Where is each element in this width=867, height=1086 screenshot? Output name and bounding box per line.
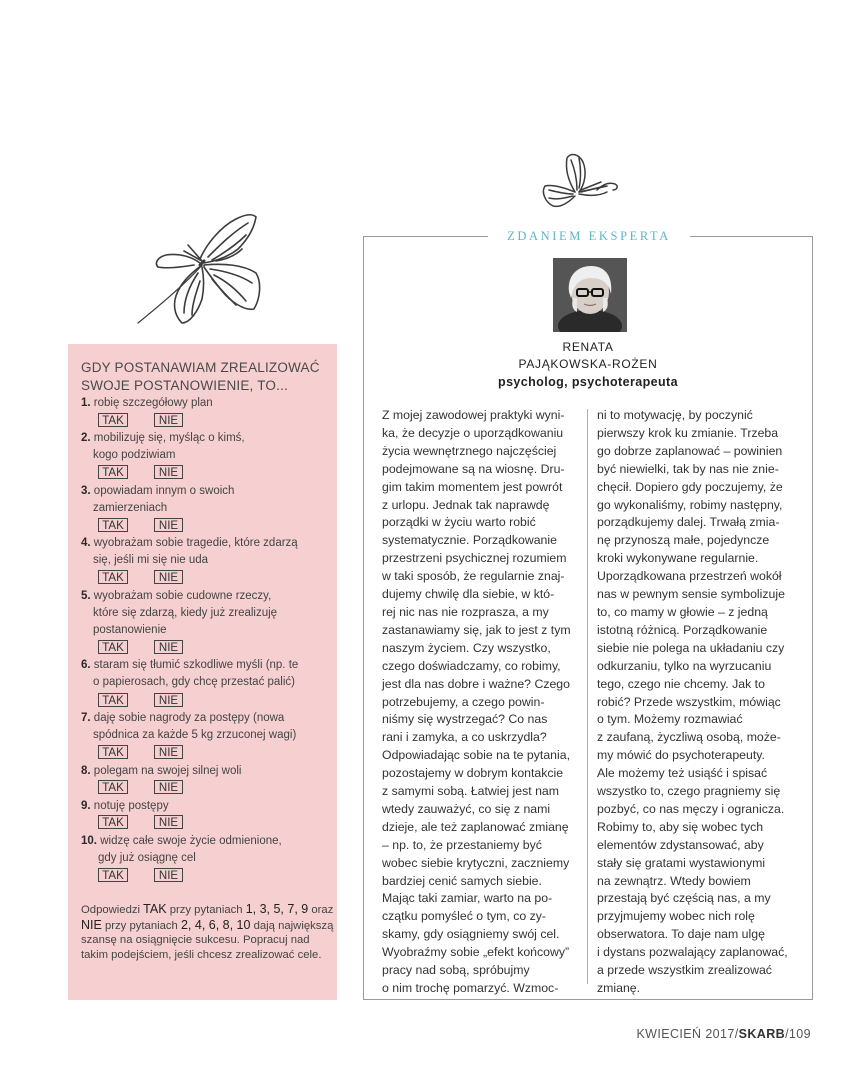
question-number: 6. <box>81 659 91 671</box>
article-line: czątku pomyśleć o tym, co zy- <box>382 909 547 924</box>
article-line: przestrzeni psychicznej rozumiem <box>382 551 567 566</box>
article-line: my mówić do psychoterapeuty. <box>597 748 765 763</box>
article-line: nas w pewnym sensie symbolizuje <box>597 587 785 602</box>
question-number: 9. <box>81 800 91 812</box>
article-line: gim takim momentem jest powrót <box>382 479 563 494</box>
question-text: wyobrażam sobie cudowne rzeczy, <box>93 590 272 602</box>
article-line: wszystko to, czego pragniemy się <box>597 784 781 799</box>
answer-text: oraz <box>308 904 334 916</box>
article-line: odkurzaniu, tylko na wyrzucaniu <box>597 658 772 673</box>
question-number: 4. <box>81 537 91 549</box>
answer-no-box[interactable]: NIE <box>154 745 183 759</box>
answer-no-box[interactable]: NIE <box>154 640 183 654</box>
answer-yes-box[interactable]: TAK <box>98 815 128 829</box>
article-line: być niewielki, tak by nas nie znie- <box>597 461 779 476</box>
article-line: o nim trochę pomarzyć. Wzmoc- <box>382 981 559 995</box>
article-line: siebie nie polega na układaniu czy <box>597 640 785 655</box>
question-text: staram się tłumić szkodliwe myśli (np. te <box>93 659 299 671</box>
article-line: zastanawiamy się, jak to jest z tym <box>382 622 571 637</box>
article-line: dujemy chwilę dla siebie, w któ- <box>382 587 555 602</box>
expert-first-name: RENATA <box>562 340 614 354</box>
article-line: pozostajemy w dobrym kontakcie <box>382 766 564 781</box>
article-line: Ale możemy też usiąść i spisać <box>597 766 768 781</box>
article-line: rani i zamyka, a co uskrzydla? <box>382 730 547 745</box>
article-line: obserwatora. To daje nam ulgę <box>597 927 765 942</box>
quiz-question <box>81 536 298 550</box>
page-footer <box>636 1027 811 1041</box>
quiz-question <box>81 711 284 725</box>
question-number: 5. <box>81 590 91 602</box>
article-line: z urlopu. Jednak tak naprawdę <box>382 497 550 512</box>
question-number: 2. <box>81 432 91 444</box>
question-text-continued: spódnica za każde 5 kg zrzuconej wagi) <box>93 729 297 741</box>
answer-no-box[interactable]: NIE <box>154 780 183 794</box>
article-line: skamy, gdy osiągniemy swój cel. <box>382 927 560 942</box>
answer-text: dają największą szansę na osiągnięcie sukcesu. Popracuj nad takim podejściem, jeśli chcesz zrealizować cele. <box>81 919 334 961</box>
article-line: to, co mamy w głowie – z jedną <box>597 604 768 619</box>
answer-yes-box[interactable]: TAK <box>98 745 128 759</box>
article-line: potrzebujemy, a czego powin- <box>382 694 545 709</box>
answer-no-box[interactable]: NIE <box>154 570 183 584</box>
quiz-question <box>81 431 245 445</box>
self-assessment-quiz <box>68 344 337 1000</box>
article-line: pracy nad sobą, spróbujmy <box>382 963 530 978</box>
question-text-continued: które się zdarzą, kiedy już zrealizuję <box>93 607 278 619</box>
article-line: Wyobraźmy sobie „efekt końcowy” <box>382 945 570 960</box>
article-line: robić? Przede wszystkim, mówiąc <box>597 694 781 709</box>
question-text: widzę całe swoje życie odmienione, <box>100 835 282 847</box>
quiz-question <box>81 396 213 410</box>
answer-text: Odpowiedzi <box>81 904 144 916</box>
expert-role: psycholog, psychoterapeuta <box>498 375 678 389</box>
answer-no-box[interactable]: NIE <box>154 868 183 882</box>
expert-opinion-box <box>363 229 813 1000</box>
answer-yes-box[interactable]: TAK <box>98 570 128 584</box>
article-line: istotną różnicą. Porządkowanie <box>597 622 768 637</box>
article-line: ka, że decyzje o uporządkowaniu <box>382 425 564 440</box>
question-text-continued: kogo podziwiam <box>93 449 176 461</box>
question-text-continued: o papierosach, gdy chcę przestać palić) <box>93 676 295 688</box>
article-line: rej nic nas nie rozprasza, a my <box>382 604 549 619</box>
answer-no-box[interactable]: NIE <box>154 465 183 479</box>
question-number: 10. <box>81 835 97 847</box>
article-line: – np. to, że przestaniemy być <box>382 837 542 852</box>
question-text: mobilizuję się, myśląc o kimś, <box>93 432 245 444</box>
question-text-continued: postanowienie <box>93 624 167 636</box>
article-line: Mając taki zamiar, warto na po- <box>382 891 553 906</box>
quiz-question <box>81 799 169 813</box>
article-line: i dystans pozwalający zaplanować, <box>597 945 788 960</box>
butterfly-right-illustration <box>535 148 625 218</box>
footer-page-number: /109 <box>785 1027 811 1041</box>
answer-text: przy pytaniach <box>101 919 181 932</box>
article-line: pierwszy krok ku zmianie. Trzeba <box>597 425 779 440</box>
article-line: Robimy to, aby się wobec tych <box>597 819 764 834</box>
article-line: przestają być częścią nas, a my <box>597 891 771 906</box>
butterfly-left-illustration <box>128 205 278 330</box>
question-text-continued: gdy już osiągnę cel <box>98 852 196 864</box>
quiz-question <box>81 589 271 603</box>
article-line: bardziej cenić samych siebie. <box>382 873 542 888</box>
article-line: wtedy zauważyć, co się z nami <box>382 801 551 816</box>
expert-heading: ZDANIEM EKSPERTA <box>488 228 690 244</box>
answer-yes-box[interactable]: TAK <box>98 518 128 532</box>
article-line: podejmowane są na wiosnę. Dru- <box>382 461 565 476</box>
article-line: zmianę. <box>597 981 641 995</box>
expert-last-name: PAJĄKOWSKA-ROŻEN <box>518 357 658 371</box>
article-line: pozbyć, co nas męczy i ogranicza. <box>597 801 785 816</box>
article-line: nę przynoszą małe, pojedyncze <box>597 533 770 548</box>
article-line: życia wewnętrznego najczęściej <box>382 443 557 458</box>
article-line: w taki sposób, że regularnie znaj- <box>382 569 565 584</box>
question-number: 7. <box>81 712 91 724</box>
question-text: polegam na swojej silnej woli <box>93 765 242 777</box>
article-line: wobec siebie krytyczni, zaczniemy <box>382 855 570 870</box>
quiz-question <box>81 764 241 778</box>
article-line: czego doświadczamy, co robimy, <box>382 658 561 673</box>
question-text: daję sobie nagrody za postępy (nowa <box>93 712 285 724</box>
article-line: dzieje, ale też zaplanować zmianę <box>382 819 569 834</box>
article-line: przyjmujemy wobec nich rolę <box>597 909 755 924</box>
answer-no-box[interactable]: NIE <box>154 693 183 707</box>
answer-text: przy pytaniach <box>166 904 246 916</box>
answer-no-box[interactable]: NIE <box>154 413 183 427</box>
answer-yes-box[interactable]: TAK <box>98 868 128 882</box>
article-line: chęcił. Dopiero gdy poczujemy, że <box>597 479 783 494</box>
quiz-answer-key <box>81 902 339 962</box>
quiz-title <box>81 359 331 395</box>
question-number: 8. <box>81 765 91 777</box>
quiz-question <box>81 658 298 672</box>
quiz-question <box>81 834 282 848</box>
answer-yes-box[interactable]: TAK <box>98 693 128 707</box>
article-line: ni to motywację, by poczynić <box>597 408 753 422</box>
answer-no-box[interactable]: NIE <box>154 518 183 532</box>
article-line: go dobrze zaplanować – powinien <box>597 443 783 458</box>
footer-issue: KWIECIEŃ 2017/ <box>636 1027 739 1041</box>
article-line: naszym życiem. Czy wszystko, <box>382 640 551 655</box>
article-line: Uporządkowana przestrzeń wokół <box>597 569 782 584</box>
article-line: go wykonaliśmy, robimy następny, <box>597 497 783 512</box>
answer-no-box[interactable]: NIE <box>154 815 183 829</box>
article-line: porządkujemy dalej. Trwałą zmia- <box>597 515 780 530</box>
answer-yes-box[interactable]: TAK <box>98 465 128 479</box>
question-text: robię szczegółowy plan <box>93 397 213 409</box>
article-column-right <box>597 407 802 998</box>
article-column-left <box>382 407 587 998</box>
answer-yes-box[interactable]: TAK <box>98 413 128 427</box>
article-line: z zaufaną, życzliwą osobą, może- <box>597 730 781 745</box>
answer-yes-label: TAK <box>143 902 167 916</box>
answer-yes-box[interactable]: TAK <box>98 640 128 654</box>
question-number: 3. <box>81 485 91 497</box>
article-line: elementów zdystansować, aby <box>597 837 764 852</box>
article-line: tego, czego nie chcemy. Jak to <box>597 676 765 691</box>
article-line: stały się gratami wystawionymi <box>597 855 766 870</box>
question-text: opowiadam innym o swoich <box>93 485 235 497</box>
answer-no-label: NIE <box>81 917 102 932</box>
footer-brand: SKARB <box>738 1027 786 1041</box>
quiz-title-line: SWOJE POSTANOWIENIE, TO... <box>81 378 288 393</box>
answer-question-set: 2, 4, 6, 8, 10 <box>180 917 251 932</box>
article-line: na zewnątrz. Wtedy bowiem <box>597 873 751 888</box>
question-text: notuję postępy <box>93 800 169 812</box>
article-line: Z mojej zawodowej praktyki wyni- <box>382 408 565 422</box>
answer-yes-box[interactable]: TAK <box>98 780 128 794</box>
article-line: a przede wszystkim zrealizować <box>597 963 772 978</box>
article-line: niśmy się wystrzegać? Co nas <box>382 712 548 727</box>
answer-question-set: 1, 3, 5, 7, 9 <box>245 902 309 916</box>
expert-portrait <box>553 258 627 332</box>
question-text-continued: zamierzeniach <box>93 502 168 514</box>
question-text-continued: się, jeśli mi się nie uda <box>93 554 209 566</box>
question-number: 1. <box>81 397 91 409</box>
article-line: Odpowiadając sobie na te pytania, <box>382 748 570 763</box>
quiz-title-line: GDY POSTANAWIAM ZREALIZOWAĆ <box>81 360 320 375</box>
article-line: o tym. Możemy rozmawiać <box>597 712 743 727</box>
portrait-illustration <box>553 258 627 332</box>
question-text: wyobrażam sobie tragedie, które zdarzą <box>93 537 298 549</box>
article-line: z samymi sobą. Łatwiej jest nam <box>382 784 560 799</box>
quiz-question <box>81 484 234 498</box>
article-line: jest dla nas dobre i ważne? Czego <box>382 676 570 691</box>
article-line: systematycznie. Porządkowanie <box>382 533 557 548</box>
column-divider <box>587 409 588 984</box>
article-line: porządki w życiu warto robić <box>382 515 536 530</box>
article-line: kroki wykonywane regularnie. <box>597 551 759 566</box>
